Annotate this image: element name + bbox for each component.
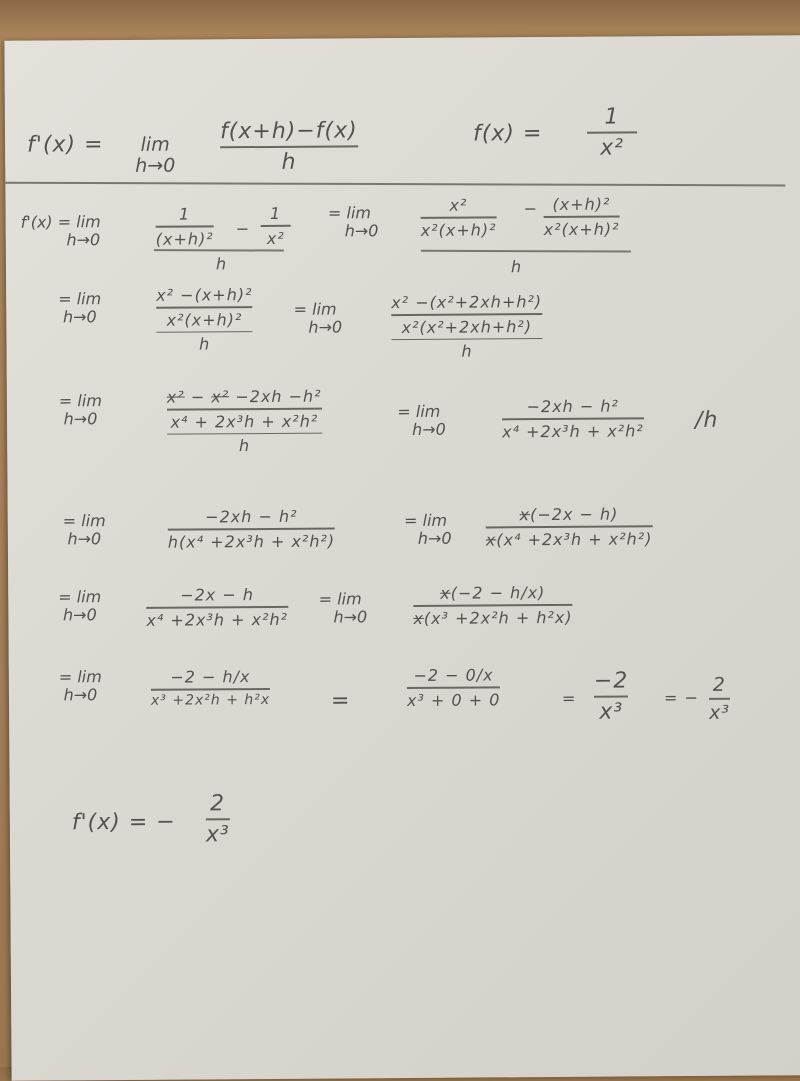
lim-label: lim (140, 133, 170, 156)
step3-lim (59, 392, 102, 427)
step2-r-bar2 (391, 338, 542, 341)
step6-frac4 (709, 674, 730, 724)
step5-bar (146, 606, 288, 608)
fdef-denominator: x² (600, 134, 625, 161)
step1-outer-bar (154, 249, 284, 251)
step1-r1 (420, 195, 496, 239)
step4-right (486, 504, 653, 549)
step4-den: h(x⁴ +2x³h + x²h²) (167, 531, 336, 552)
step2-bar1 (156, 306, 252, 308)
step4-num: −2xh − h² (205, 506, 298, 527)
step2-right (391, 292, 542, 361)
step4-bar (168, 528, 335, 531)
step1-b-bar (261, 225, 291, 227)
step5-rhs-sub: h→0 (333, 606, 368, 627)
step1-rhs-lim (321, 204, 379, 240)
step2-r-den: h (461, 341, 473, 361)
step1-r-outer-den: h (510, 257, 523, 277)
step6-eq: = lim (58, 667, 102, 687)
step1-inner-b (261, 204, 291, 248)
step3-den: h (238, 436, 251, 456)
step6-eq3: = (561, 688, 577, 708)
step4-r-den-rest: (x⁴ +2x³h + x²h²) (496, 528, 653, 549)
step6-frac4-den: x³ (709, 701, 731, 724)
step5-r-num-rest: (−2 − h/x) (450, 583, 546, 603)
step3-r-den: x⁴ +2x³h + x²h² (502, 420, 644, 441)
step4-eq: = lim (62, 511, 106, 531)
step3-r-num: −2xh − h² (526, 396, 619, 417)
step2-rhs-lim (288, 300, 342, 336)
step5-r-num (440, 583, 545, 603)
step5-sub: h→0 (62, 604, 97, 625)
step6-frac4-num: 2 (712, 673, 726, 696)
step3-slash-h: /h (694, 407, 719, 433)
step1-r1-num: x² (449, 195, 468, 215)
function-def-lhs: f(x) = (472, 121, 543, 147)
step5-r-den-rest: (x³ +2x²h + h²x) (423, 607, 573, 628)
step6-frac3-bar (594, 695, 628, 697)
step5-left (146, 585, 288, 629)
step3-r-bar (502, 417, 644, 419)
step2-num: x² −(x+h)² (156, 285, 253, 305)
step1-r-outer-bar (421, 250, 631, 253)
step4-rhs-sub: h→0 (417, 528, 452, 548)
step1-r2-minus: − (523, 199, 539, 219)
step2-den: h (199, 334, 211, 354)
step1-b-den: x² (266, 228, 285, 248)
step2-mid: x²(x+h)² (166, 309, 243, 330)
step3-sub: h→0 (63, 408, 98, 428)
step6-mid-den: x³ + 0 + 0 (406, 689, 501, 710)
header-lim (135, 135, 175, 177)
header-difference-quotient (220, 118, 358, 174)
step4-cancel-num: x (519, 505, 531, 525)
step6-frac3-num: −2 (593, 668, 629, 694)
step2-r-mid: x²(x²+2xh+h²) (401, 316, 533, 337)
step1-outer-den: h (215, 254, 228, 274)
step4-cancel-den: x (485, 529, 497, 549)
step5-num: −2x − h (180, 585, 255, 605)
step5-lim (58, 588, 101, 623)
lim-sub: h→0 (135, 154, 176, 177)
step5-eq: = lim (58, 587, 102, 607)
step1-a-den: (x+h)² (155, 228, 214, 249)
step1-minus: − (235, 219, 251, 239)
result-den: x³ (205, 821, 230, 847)
step6-sub: h→0 (63, 684, 98, 705)
step1-rhs-sub: h→0 (344, 220, 379, 241)
step1-b-num: 1 (269, 203, 282, 223)
paper-sheet (4, 35, 800, 1081)
step6-den: x³ +2x²h + h²x (150, 691, 271, 709)
step5-den: x⁴ +2x³h + x²h² (146, 609, 289, 630)
step3-left (167, 387, 322, 456)
step6-frac4-bar (709, 698, 730, 700)
step1-r2-num: (x+h)² (552, 194, 611, 214)
step4-sub: h→0 (67, 528, 102, 548)
result-fraction (206, 791, 230, 847)
step2-lim (58, 290, 101, 325)
step3-bar2 (167, 432, 322, 435)
step6-num: −2 − h/x (170, 667, 251, 687)
step1-a-num: 1 (178, 204, 191, 224)
header-divider (5, 182, 785, 187)
header-lhs: f'(x) = (27, 132, 104, 158)
step4-left (168, 507, 336, 552)
step6-mid (407, 665, 501, 709)
function-def-fraction (587, 104, 637, 160)
dq-denominator: h (281, 149, 297, 175)
step4-r-num-rest: (−2x − h) (530, 504, 619, 525)
step3-eq: = lim (58, 391, 102, 411)
step3-num-b: − (184, 387, 212, 407)
step6-eq4: = − (663, 687, 699, 708)
step3-rhs-sub: h→0 (412, 419, 446, 439)
fdef-bar (587, 131, 637, 133)
step3-right (502, 396, 644, 440)
step5-rhs-eq: = lim (318, 589, 362, 609)
result-num: 2 (210, 791, 226, 817)
step2-sub: h→0 (62, 306, 97, 326)
step3-num (167, 387, 322, 407)
step6-left (151, 667, 270, 708)
step3-cancel-a: x² (166, 387, 185, 407)
step4-lim (63, 512, 106, 547)
step1-r1-bar (421, 216, 497, 218)
step4-r-num (520, 505, 619, 525)
step1-r2 (543, 195, 619, 239)
step5-rhs-lim (313, 590, 367, 626)
step3-rhs-eq: = lim (397, 401, 441, 422)
step6-lim (59, 668, 102, 703)
step1-r1-den: x²(x+h)² (420, 219, 497, 240)
step1-lhs: f'(x) = lim (20, 212, 101, 232)
step4-r-den (486, 529, 653, 549)
dq-numerator: f(x+h)−f(x) (219, 118, 358, 145)
step2-rhs-eq: = lim (293, 299, 337, 319)
step6-eq2: = (330, 688, 351, 714)
step2-rhs-sub: h→0 (308, 317, 343, 337)
dq-bar (220, 145, 358, 147)
step5-cancel-den: x (413, 608, 424, 628)
step3-rhs-lim (392, 403, 446, 439)
step1-inner-a (156, 204, 214, 248)
step1-rhs-eq: = lim (327, 203, 371, 223)
step6-bar (151, 688, 270, 690)
step6-mid-num: −2 − 0/x (413, 665, 494, 685)
step3-cancel-b: x² (211, 387, 230, 407)
step3-num-d: −2xh −h² (229, 386, 322, 407)
step2-eq: = lim (58, 289, 102, 309)
step4-rhs-lim (400, 512, 452, 548)
step6-mid-bar (407, 686, 500, 688)
step4-rhs-eq: = lim (404, 510, 448, 531)
step3-bar1 (167, 408, 322, 411)
step6-frac3 (594, 668, 629, 724)
step5-r-bar (413, 604, 572, 607)
step2-left (156, 285, 253, 354)
step2-r-bar1 (391, 313, 542, 316)
step1-lim (21, 213, 101, 249)
step6-frac3-den: x³ (599, 699, 624, 725)
step1-sub: h→0 (66, 229, 101, 249)
step2-bar2 (156, 331, 252, 333)
step1-a-bar (156, 225, 214, 227)
result-lhs: f'(x) = − (71, 809, 176, 836)
step4-r-bar (486, 525, 653, 528)
result-bar (206, 818, 230, 820)
step5-r-den (413, 607, 572, 627)
step1-r2-bar (544, 216, 620, 218)
step1-r2-den: x²(x+h)² (543, 219, 620, 239)
fdef-numerator: 1 (604, 104, 620, 130)
step5-cancel-num: x (440, 583, 451, 603)
step5-right (413, 583, 572, 628)
step3-mid: x⁴ + 2x³h + x²h² (170, 411, 319, 432)
step2-r-num: x² −(x²+2xh+h²) (391, 292, 543, 313)
